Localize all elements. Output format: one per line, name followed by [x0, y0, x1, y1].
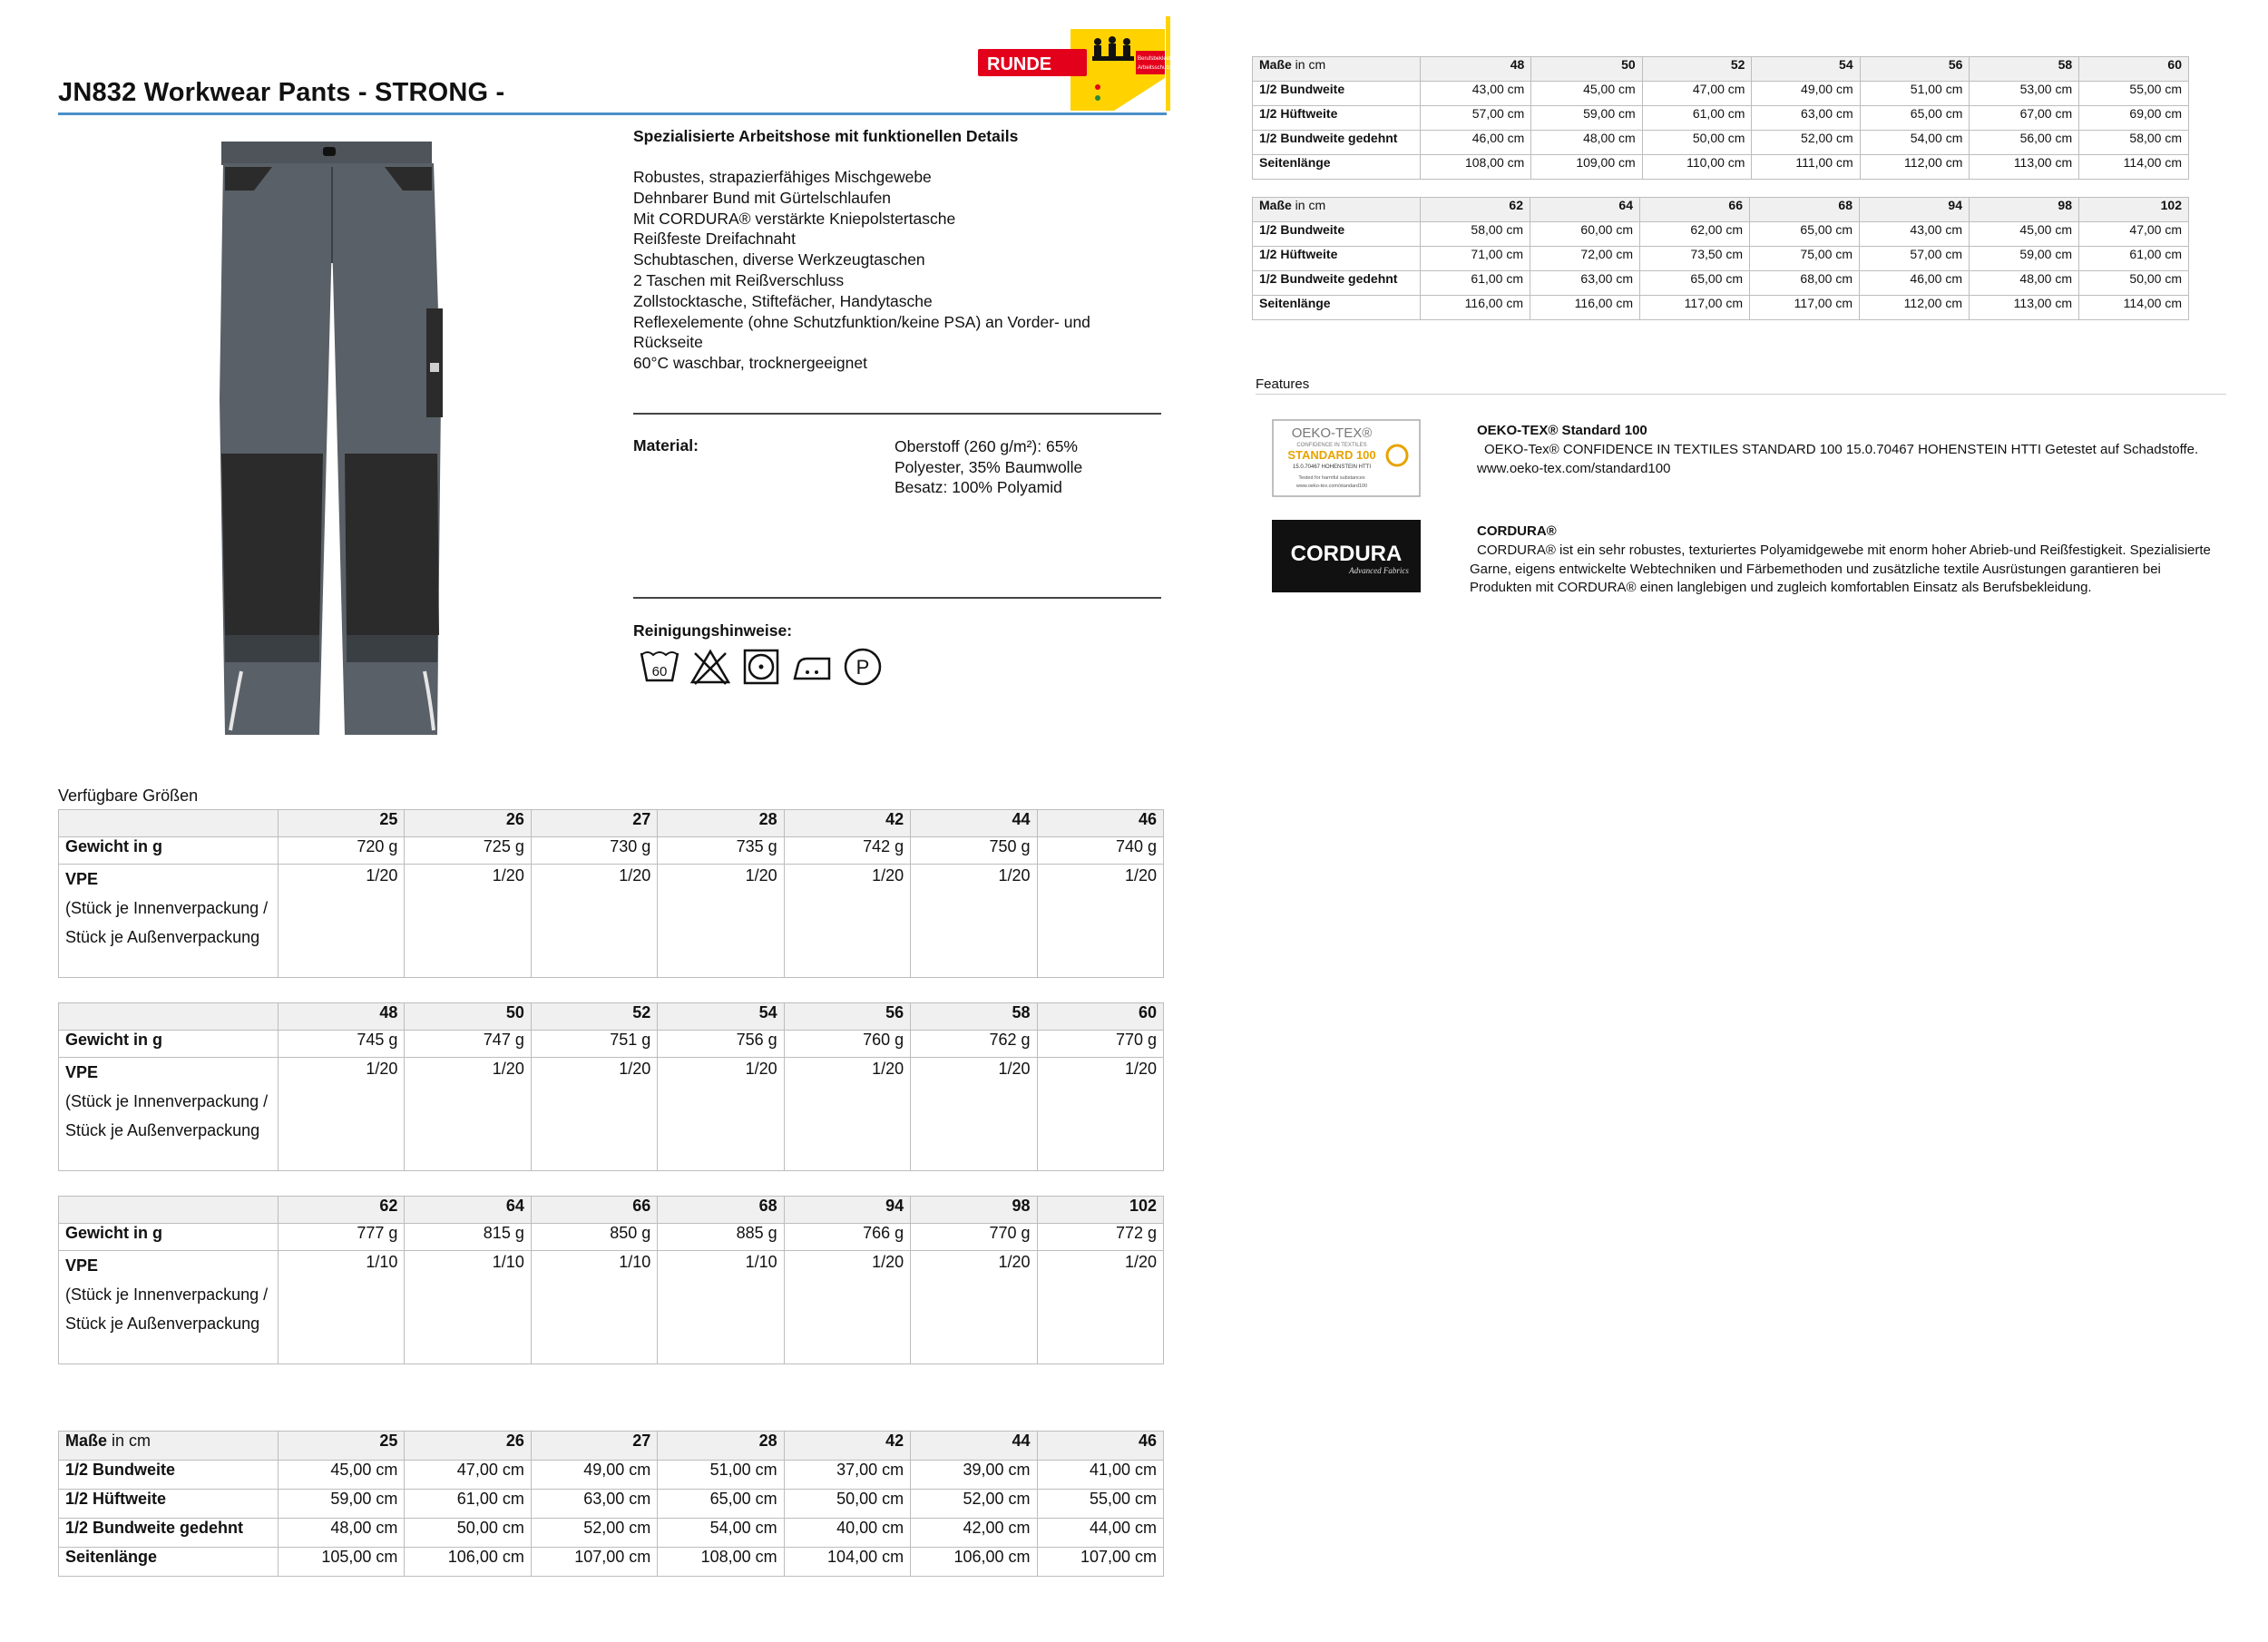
measure-cell: 63,00 cm — [531, 1490, 657, 1519]
vpe-cell: 1/20 — [531, 865, 657, 978]
measure-cell: 37,00 cm — [784, 1461, 910, 1490]
care-icons — [639, 646, 911, 688]
vpe-cell: 1/20 — [1037, 865, 1163, 978]
measure-cell: 41,00 cm — [1037, 1461, 1163, 1490]
measure-cell: 65,00 cm — [1860, 106, 1970, 131]
size-header-cell: 50 — [1531, 57, 1642, 82]
feature-list — [633, 167, 1141, 374]
size-header-cell: 50 — [405, 1003, 531, 1031]
cordura-logo — [1272, 520, 1421, 592]
size-header-cell: 56 — [1860, 57, 1970, 82]
measure-cell: 48,00 cm — [1531, 131, 1642, 155]
measure-cell: 108,00 cm — [658, 1548, 784, 1577]
measure-header-cell — [1253, 198, 1421, 222]
measure-table — [1252, 56, 2189, 180]
vpe-label: VPE — [65, 1256, 99, 1275]
vpe-cell: 1/20 — [405, 865, 531, 978]
measure-cell: 59,00 cm — [279, 1490, 405, 1519]
measure-cell: 107,00 cm — [531, 1548, 657, 1577]
vpe-cell: 1/10 — [658, 1251, 784, 1364]
measure-cell: 71,00 cm — [1421, 247, 1530, 271]
measure-cell: 68,00 cm — [1750, 271, 1860, 296]
size-header-cell: 44 — [911, 810, 1037, 837]
vpe-cell: 1/20 — [658, 865, 784, 978]
svg-text:OEKO-TEX®: OEKO-TEX® — [1291, 425, 1373, 441]
weight-cell: 815 g — [405, 1224, 531, 1251]
feature-item: Robustes, strapazierfähiges Mischgewebe — [633, 168, 932, 186]
vpe-cell: 1/10 — [405, 1251, 531, 1364]
vpe-label-cell — [59, 1058, 279, 1171]
measure-table — [58, 1431, 1164, 1577]
vpe-cell: 1/20 — [531, 1058, 657, 1171]
material-value — [894, 436, 1149, 498]
vpe-cell: 1/10 — [531, 1251, 657, 1364]
measure-cell: 63,00 cm — [1530, 271, 1640, 296]
measure-cell: 104,00 cm — [784, 1548, 910, 1577]
measure-cell: 52,00 cm — [531, 1519, 657, 1548]
size-header-cell: 102 — [1037, 1197, 1163, 1224]
weight-table — [58, 809, 1164, 978]
description-title: Spezialisierte Arbeitshose mit funktionellen Details — [633, 127, 1019, 145]
measure-header-bold: Maße — [1259, 198, 1292, 212]
feature-cordura-title: CORDURA® — [1477, 523, 1557, 539]
vpe-cell: 1/10 — [279, 1251, 405, 1364]
feature-oeko-title: OEKO-TEX® Standard 100 — [1477, 423, 1647, 438]
size-header-cell: 28 — [658, 810, 784, 837]
size-header-cell: 58 — [911, 1003, 1037, 1031]
svg-text:Arbeitsschutz: Arbeitsschutz — [1138, 65, 1171, 71]
weight-cell: 742 g — [784, 837, 910, 865]
measure-cell: 54,00 cm — [658, 1519, 784, 1548]
measure-cell: 107,00 cm — [1037, 1548, 1163, 1577]
feature-item: 60°C waschbar, trocknergeeignet — [633, 354, 867, 373]
weight-cell: 750 g — [911, 837, 1037, 865]
size-header-cell: 28 — [658, 1432, 784, 1461]
size-header-cell: 56 — [784, 1003, 910, 1031]
measure-cell: 50,00 cm — [1642, 131, 1752, 155]
size-header-cell: 46 — [1037, 810, 1163, 837]
measure-cell: 65,00 cm — [658, 1490, 784, 1519]
measure-cell: 59,00 cm — [1970, 247, 2079, 271]
measure-cell: 42,00 cm — [911, 1519, 1037, 1548]
weight-cell: 760 g — [784, 1031, 910, 1058]
measure-cell: 106,00 cm — [405, 1548, 531, 1577]
size-header-cell: 54 — [658, 1003, 784, 1031]
material-line: Besatz: 100% Polyamid — [894, 478, 1062, 496]
vpe-label-cell — [59, 1251, 279, 1364]
vpe-cell: 1/20 — [911, 1058, 1037, 1171]
svg-text:15.0.70467 HOHENSTEIN HTTI: 15.0.70467 HOHENSTEIN HTTI — [1292, 464, 1372, 470]
size-header-cell: 98 — [1970, 198, 2079, 222]
svg-text:CORDURA: CORDURA — [1290, 542, 1403, 566]
runde-logo — [971, 16, 1180, 111]
tumble-dry-icon — [740, 646, 782, 688]
measure-cell: 44,00 cm — [1037, 1519, 1163, 1548]
svg-text:60: 60 — [651, 664, 668, 679]
size-header-cell: 68 — [658, 1197, 784, 1224]
measure-cell: 106,00 cm — [911, 1548, 1037, 1577]
measure-row-label: Seitenlänge — [1253, 155, 1421, 180]
measure-cell: 50,00 cm — [405, 1519, 531, 1548]
vpe-sublabel: (Stück je Innenverpackung / Stück je Außenverpackung — [65, 1285, 269, 1333]
vpe-sublabel: (Stück je Innenverpackung / Stück je Außenverpackung — [65, 1092, 269, 1139]
measure-table — [1252, 197, 2189, 320]
vpe-label: VPE — [65, 870, 99, 888]
measure-cell: 116,00 cm — [1530, 296, 1640, 320]
wash-60-icon — [639, 646, 680, 688]
vpe-sublabel: (Stück je Innenverpackung / Stück je Außenverpackung — [65, 899, 269, 946]
size-header-cell: 48 — [279, 1003, 405, 1031]
care-divider — [633, 597, 1161, 599]
measure-cell: 69,00 cm — [2079, 106, 2189, 131]
svg-text:Tested for harmful substances: Tested for harmful substances — [1298, 475, 1365, 481]
vpe-cell: 1/20 — [1037, 1058, 1163, 1171]
size-header-cell: 102 — [2079, 198, 2189, 222]
measure-cell: 113,00 cm — [1970, 296, 2079, 320]
weight-cell: 751 g — [531, 1031, 657, 1058]
sizes-caption: Verfügbare Größen — [58, 787, 199, 805]
material-label: Material: — [633, 436, 699, 454]
size-header-cell: 64 — [1530, 198, 1640, 222]
header-cell — [59, 1197, 279, 1224]
size-header-cell: 94 — [784, 1197, 910, 1224]
weight-cell: 766 g — [784, 1224, 910, 1251]
measure-header-cell — [1253, 57, 1421, 82]
measure-cell: 43,00 cm — [1860, 222, 1970, 247]
feature-cordura-text: CORDURA® ist ein sehr robustes, texturiertes Polyamidgewebe mit enorm hoher Abrieb-und Reißfestigkeit. Spezialisierte Garne, eigens entwickelte Webtechniken und Färbemethoden und zusätzliche textile Ausrüstungen garantieren bei Produkten mit CORDURA® einen langlebigen und zugleich komfortablen Einsatz als Berufsbekleidung. — [1470, 542, 2211, 595]
measure-header-unit: in cm — [1291, 198, 1326, 212]
measure-cell: 112,00 cm — [1860, 296, 1970, 320]
weight-cell: 725 g — [405, 837, 531, 865]
measure-cell: 45,00 cm — [1531, 82, 1642, 106]
measure-cell: 47,00 cm — [2079, 222, 2189, 247]
header-cell — [59, 810, 279, 837]
measure-cell: 52,00 cm — [1752, 131, 1860, 155]
size-header-cell: 66 — [1640, 198, 1750, 222]
measure-cell: 46,00 cm — [1421, 131, 1531, 155]
feature-item: Zollstocktasche, Stiftefächer, Handytasche — [633, 291, 933, 310]
size-header-cell: 52 — [531, 1003, 657, 1031]
size-header-cell: 62 — [1421, 198, 1530, 222]
measure-cell: 56,00 cm — [1970, 131, 2079, 155]
measure-row-label: 1/2 Bundweite gedehnt — [1253, 131, 1421, 155]
measure-cell: 50,00 cm — [784, 1490, 910, 1519]
material-line: Oberstoff (260 g/m²): 65% — [894, 437, 1078, 455]
measure-cell: 116,00 cm — [1421, 296, 1530, 320]
measure-header-cell — [59, 1432, 279, 1461]
measure-cell: 113,00 cm — [1970, 155, 2079, 180]
dry-clean-p-icon — [842, 646, 884, 688]
measure-cell: 57,00 cm — [1860, 247, 1970, 271]
measure-row-label: 1/2 Bundweite — [1253, 82, 1421, 106]
weight-cell: 885 g — [658, 1224, 784, 1251]
size-header-cell: 26 — [405, 1432, 531, 1461]
vpe-label-cell — [59, 865, 279, 978]
measure-cell: 40,00 cm — [784, 1519, 910, 1548]
material-line: Polyester, 35% Baumwolle — [894, 457, 1083, 476]
size-header-cell: 68 — [1750, 198, 1860, 222]
weight-cell: 735 g — [658, 837, 784, 865]
size-header-cell: 94 — [1860, 198, 1970, 222]
logo-runde-text: RUNDE — [987, 54, 1052, 74]
weight-label: Gewicht in g — [59, 1224, 279, 1251]
feature-item: Mit CORDURA® verstärkte Kniepolstertasche — [633, 209, 956, 228]
size-header-cell: 26 — [405, 810, 531, 837]
size-header-cell: 62 — [279, 1197, 405, 1224]
measure-cell: 52,00 cm — [911, 1490, 1037, 1519]
measure-cell: 61,00 cm — [2079, 247, 2189, 271]
measure-cell: 67,00 cm — [1970, 106, 2079, 131]
measure-cell: 117,00 cm — [1640, 296, 1750, 320]
svg-text:STANDARD 100: STANDARD 100 — [1287, 448, 1376, 462]
measure-cell: 58,00 cm — [2079, 131, 2189, 155]
measure-cell: 39,00 cm — [911, 1461, 1037, 1490]
measure-row-label: 1/2 Bundweite gedehnt — [59, 1519, 279, 1548]
measure-cell: 55,00 cm — [1037, 1490, 1163, 1519]
measure-header-unit: in cm — [1291, 57, 1326, 72]
measure-cell: 46,00 cm — [1860, 271, 1970, 296]
weight-cell: 777 g — [279, 1224, 405, 1251]
measure-cell: 110,00 cm — [1642, 155, 1752, 180]
feature-item: Dehnbarer Bund mit Gürtelschlaufen — [633, 188, 892, 207]
size-header-cell: 42 — [784, 1432, 910, 1461]
size-header-cell: 42 — [784, 810, 910, 837]
measure-cell: 61,00 cm — [405, 1490, 531, 1519]
measure-row-label: 1/2 Bundweite — [1253, 222, 1421, 247]
vpe-cell: 1/20 — [784, 1251, 910, 1364]
measure-cell: 65,00 cm — [1640, 271, 1750, 296]
vpe-cell: 1/20 — [1037, 1251, 1163, 1364]
measure-row-label: 1/2 Hüftweite — [1253, 106, 1421, 131]
header-cell — [59, 1003, 279, 1031]
measure-cell: 45,00 cm — [1970, 222, 2079, 247]
measure-cell: 48,00 cm — [279, 1519, 405, 1548]
size-header-cell: 46 — [1037, 1432, 1163, 1461]
svg-text:Berufsbekleidung: Berufsbekleidung — [1138, 56, 1180, 62]
title-underline — [58, 112, 1167, 115]
size-header-cell: 64 — [405, 1197, 531, 1224]
measure-cell: 62,00 cm — [1640, 222, 1750, 247]
measure-cell: 75,00 cm — [1750, 247, 1860, 271]
measure-cell: 49,00 cm — [531, 1461, 657, 1490]
measure-cell: 53,00 cm — [1970, 82, 2079, 106]
vpe-cell: 1/20 — [911, 865, 1037, 978]
measure-cell: 58,00 cm — [1421, 222, 1530, 247]
weight-cell: 762 g — [911, 1031, 1037, 1058]
vpe-cell: 1/20 — [658, 1058, 784, 1171]
measure-cell: 43,00 cm — [1421, 82, 1531, 106]
weight-cell: 770 g — [911, 1224, 1037, 1251]
vpe-cell: 1/20 — [405, 1058, 531, 1171]
svg-text:P: P — [855, 656, 870, 679]
weight-label: Gewicht in g — [59, 1031, 279, 1058]
svg-text:www.oeko-tex.com/standard100: www.oeko-tex.com/standard100 — [1295, 484, 1368, 489]
measure-row-label: Seitenlänge — [59, 1548, 279, 1577]
measure-cell: 47,00 cm — [1642, 82, 1752, 106]
vpe-cell: 1/20 — [911, 1251, 1037, 1364]
material-divider — [633, 413, 1161, 415]
measure-row-label: Seitenlänge — [1253, 296, 1421, 320]
care-label: Reinigungshinweise: — [633, 621, 793, 640]
size-header-cell: 52 — [1642, 57, 1752, 82]
size-header-cell: 60 — [2079, 57, 2189, 82]
weight-cell: 770 g — [1037, 1031, 1163, 1058]
oeko-tex-logo — [1272, 419, 1421, 497]
vpe-label: VPE — [65, 1063, 99, 1081]
weight-cell: 740 g — [1037, 837, 1163, 865]
size-header-cell: 27 — [531, 1432, 657, 1461]
measure-cell: 109,00 cm — [1531, 155, 1642, 180]
measure-cell: 54,00 cm — [1860, 131, 1970, 155]
measure-cell: 111,00 cm — [1752, 155, 1860, 180]
size-header-cell: 44 — [911, 1432, 1037, 1461]
measure-cell: 61,00 cm — [1642, 106, 1752, 131]
measure-cell: 108,00 cm — [1421, 155, 1531, 180]
feature-oeko-text: OEKO-Tex® CONFIDENCE IN TEXTILES STANDARD 100 15.0.70467 HOHENSTEIN HTTI Getestet auf Schadstoffe. www.oeko-tex.com/standard100 — [1477, 442, 2199, 476]
vpe-cell: 1/20 — [279, 1058, 405, 1171]
measure-cell: 117,00 cm — [1750, 296, 1860, 320]
measure-cell: 72,00 cm — [1530, 247, 1640, 271]
size-header-cell: 48 — [1421, 57, 1531, 82]
weight-label: Gewicht in g — [59, 837, 279, 865]
measure-cell: 114,00 cm — [2079, 296, 2189, 320]
measure-cell: 47,00 cm — [405, 1461, 531, 1490]
measure-cell: 50,00 cm — [2079, 271, 2189, 296]
features-divider — [1256, 394, 2226, 395]
measure-row-label: 1/2 Bundweite gedehnt — [1253, 271, 1421, 296]
measure-cell: 55,00 cm — [2079, 82, 2189, 106]
feature-item: 2 Taschen mit Reißverschluss — [633, 270, 845, 289]
measure-cell: 105,00 cm — [279, 1548, 405, 1577]
product-image — [118, 127, 544, 753]
product-title: JN832 Workwear Pants - STRONG - — [58, 78, 505, 107]
measure-cell: 49,00 cm — [1752, 82, 1860, 106]
iron-icon — [791, 646, 833, 688]
measure-cell: 59,00 cm — [1531, 106, 1642, 131]
measure-cell: 63,00 cm — [1752, 106, 1860, 131]
weight-cell: 745 g — [279, 1031, 405, 1058]
size-header-cell: 25 — [279, 1432, 405, 1461]
vpe-cell: 1/20 — [279, 865, 405, 978]
measure-header-bold: Maße — [65, 1432, 108, 1450]
feature-item: Reißfeste Dreifachnaht — [633, 230, 796, 249]
weight-cell: 720 g — [279, 837, 405, 865]
size-header-cell: 54 — [1752, 57, 1860, 82]
weight-cell: 772 g — [1037, 1224, 1163, 1251]
measure-header-bold: Maße — [1259, 57, 1292, 72]
measure-row-label: 1/2 Hüftweite — [1253, 247, 1421, 271]
size-header-cell: 60 — [1037, 1003, 1163, 1031]
measure-cell: 114,00 cm — [2079, 155, 2189, 180]
measure-cell: 57,00 cm — [1421, 106, 1531, 131]
measure-cell: 61,00 cm — [1421, 271, 1530, 296]
size-header-cell: 66 — [531, 1197, 657, 1224]
weight-cell: 850 g — [531, 1224, 657, 1251]
no-bleach-icon — [689, 646, 731, 688]
size-header-cell: 27 — [531, 810, 657, 837]
measure-cell: 112,00 cm — [1860, 155, 1970, 180]
vpe-cell: 1/20 — [784, 865, 910, 978]
measure-row-label: 1/2 Bundweite — [59, 1461, 279, 1490]
size-header-cell: 25 — [279, 810, 405, 837]
weight-table — [58, 1002, 1164, 1171]
weight-cell: 756 g — [658, 1031, 784, 1058]
measure-cell: 60,00 cm — [1530, 222, 1640, 247]
measure-cell: 48,00 cm — [1970, 271, 2079, 296]
measure-cell: 51,00 cm — [1860, 82, 1970, 106]
feature-item: Reflexelemente (ohne Schutzfunktion/keine PSA) an Vorder- und Rückseite — [633, 312, 1090, 352]
measure-cell: 45,00 cm — [279, 1461, 405, 1490]
weight-table — [58, 1196, 1164, 1364]
measure-cell: 51,00 cm — [658, 1461, 784, 1490]
svg-text:Advanced Fabrics: Advanced Fabrics — [1349, 566, 1409, 575]
weight-cell: 747 g — [405, 1031, 531, 1058]
measure-header-unit: in cm — [107, 1432, 152, 1450]
size-header-cell: 58 — [1970, 57, 2079, 82]
features-label: Features — [1256, 376, 1310, 392]
svg-text:CONFIDENCE IN TEXTILES: CONFIDENCE IN TEXTILES — [1296, 443, 1367, 448]
measure-row-label: 1/2 Hüftweite — [59, 1490, 279, 1519]
feature-item: Schubtaschen, diverse Werkzeugtaschen — [633, 250, 925, 269]
weight-cell: 730 g — [531, 837, 657, 865]
measure-cell: 73,50 cm — [1640, 247, 1750, 271]
size-header-cell: 98 — [911, 1197, 1037, 1224]
measure-cell: 65,00 cm — [1750, 222, 1860, 247]
vpe-cell: 1/20 — [784, 1058, 910, 1171]
